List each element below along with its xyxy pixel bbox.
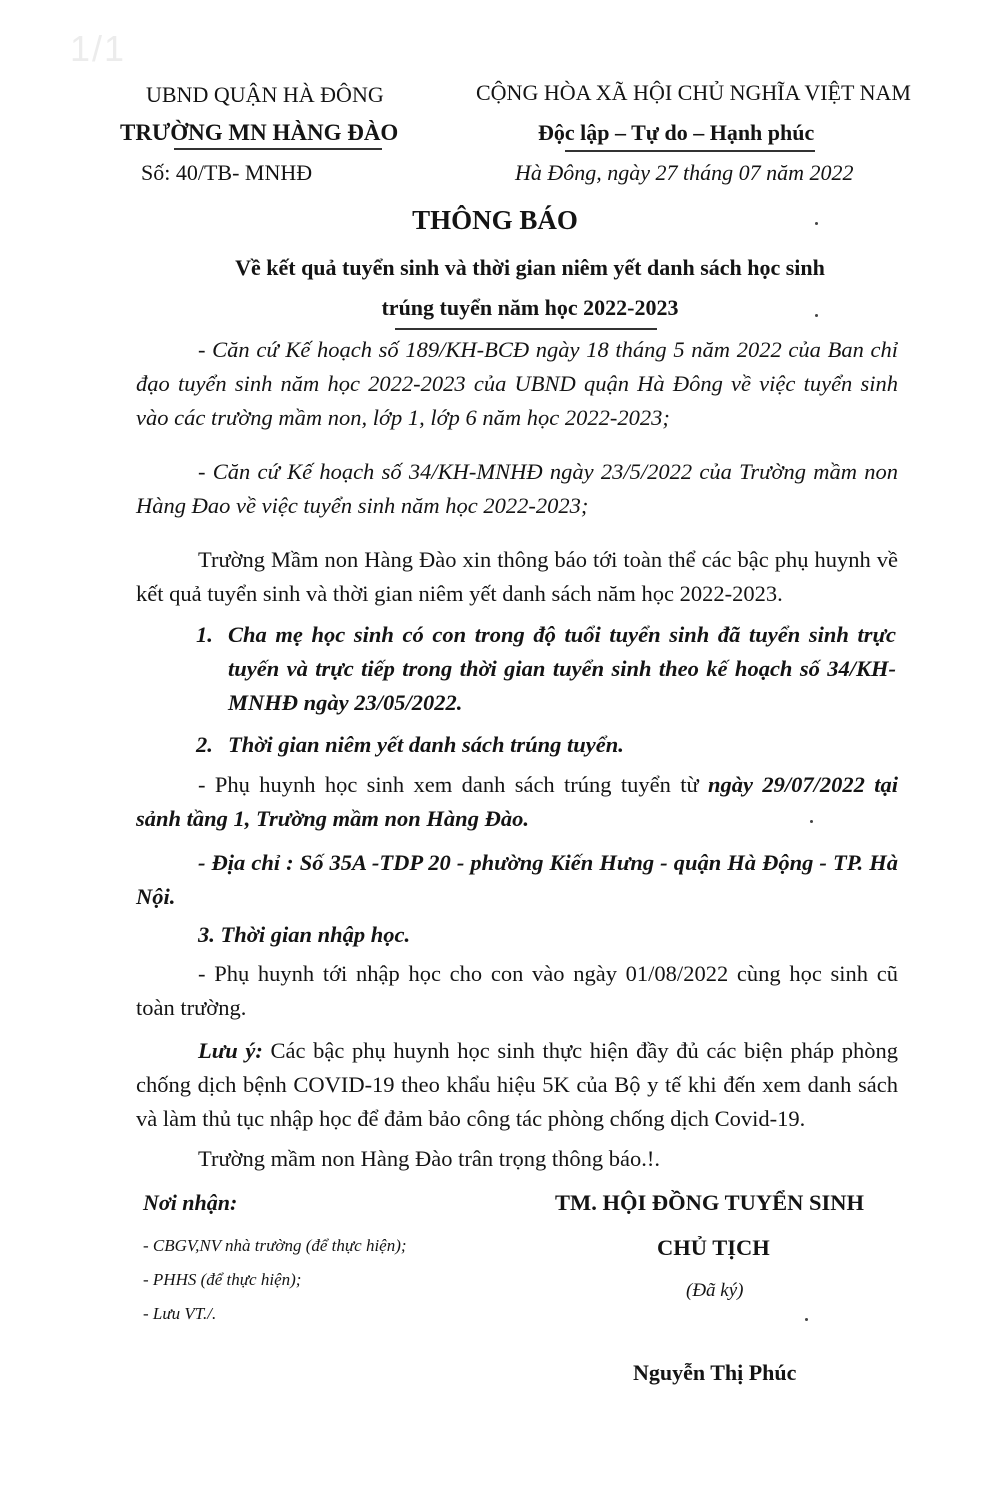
title-underline (395, 328, 657, 330)
enrollment-heading: 3. Thời gian nhập học. (198, 922, 411, 947)
viewing-schedule-text: - Phụ huynh học sinh xem danh sách trúng tuyển từ (198, 772, 709, 797)
list-item-number: 1. (196, 622, 213, 647)
signer-title: CHỦ TỊCH (657, 1235, 770, 1260)
list-item-2 (196, 728, 896, 762)
list-item-number: 2. (196, 732, 213, 757)
school-address: - Địa chỉ : Số 35A -TDP 20 - phường Kiến Hưng - quận Hà Động - TP. Hà Nội. (136, 850, 898, 909)
viewing-schedule-emphasis: ngày 29/07/2022 tại sảnh tầng 1, Trường mầm non Hàng Đào. (136, 772, 898, 831)
scan-speck (805, 1318, 808, 1321)
recipient-item: - Lưu VT./. (143, 1304, 217, 1323)
closing-statement: Trường mầm non Hàng Đào trân trọng thông báo.!. (198, 1146, 660, 1171)
enrollment-detail: - Phụ huynh tới nhập học cho con vào ngày 01/08/2022 cùng học sinh cũ toàn trường. (136, 961, 898, 1020)
national-motto: Độc lập – Tự do – Hạnh phúc (538, 120, 815, 145)
issuing-authority: UBND QUẬN HÀ ĐÔNG (146, 82, 384, 107)
legal-basis-1: - Căn cứ Kế hoạch số 189/KH-BCĐ ngày 18 tháng 5 năm 2022 của Ban chỉ đạo tuyển sinh năm học 2022-2023 của UBND quận Hà Đông về việc tuyển sinh vào các trường mầm non, lớp 1, lớp 6 năm học 2022-2023; (136, 337, 898, 430)
legal-basis-2: - Căn cứ Kế hoạch số 34/KH-MNHĐ ngày 23/5/2022 của Trường mầm non Hàng Đao về việc tuyển sinh năm học 2022-2023; (136, 459, 898, 518)
document-subtitle-line2: trúng tuyển năm học 2022-2023 (381, 295, 679, 320)
viewing-schedule (136, 768, 898, 836)
page-indicator: 1/1 (70, 28, 127, 69)
scan-speck (810, 820, 813, 823)
nation-title: CỘNG HÒA XÃ HỘI CHỦ NGHĨA VIỆT NAM (476, 80, 911, 105)
document-title: THÔNG BÁO (412, 205, 578, 235)
signer-name: Nguyễn Thị Phúc (633, 1360, 797, 1385)
scan-speck (815, 222, 818, 225)
list-item-text: Cha mẹ học sinh có con trong độ tuổi tuyển sinh đã tuyển sinh trực tuyến và trực tiếp trong thời gian tuyển sinh theo kế hoạch số 34/KH-MNHĐ ngày 23/05/2022. (228, 622, 896, 715)
list-item-1 (196, 618, 896, 720)
signer-organization: TM. HỘI ĐỒNG TUYỂN SINH (555, 1190, 865, 1215)
note-label: Lưu ý: (198, 1038, 263, 1063)
school-underline (174, 148, 382, 150)
school-name: TRƯỜNG MN HÀNG ĐÀO (120, 120, 399, 145)
recipient-item: - CBGV,NV nhà trường (để thực hiện); (143, 1236, 407, 1255)
document-number: Số: 40/TB- MNHĐ (141, 160, 313, 185)
recipients-title: Nơi nhận: (143, 1190, 238, 1215)
motto-underline (565, 150, 815, 152)
list-item-text: Thời gian niêm yết danh sách trúng tuyển. (228, 732, 624, 757)
document-subtitle-line1: Về kết quả tuyển sinh và thời gian niêm yết danh sách học sinh (235, 255, 825, 280)
place-date: Hà Đông, ngày 27 tháng 07 năm 2022 (515, 160, 854, 185)
intro-paragraph: Trường Mầm non Hàng Đào xin thông báo tới toàn thể các bậc phụ huynh về kết quả tuyển sinh và thời gian niêm yết danh sách năm học 2022-2023. (136, 547, 898, 606)
note-paragraph (136, 1034, 898, 1136)
recipient-item: - PHHS (để thực hiện); (143, 1270, 302, 1289)
signed-note: (Đã ký) (686, 1280, 744, 1301)
scan-speck (815, 314, 818, 317)
note-text: Các bậc phụ huynh học sinh thực hiện đầy đủ các biện pháp phòng chống dịch bệnh COVID-19 theo khẩu hiệu 5K của Bộ y tế khi đến xem danh sách và làm thủ tục nhập học để đảm bảo công tác phòng chống dịch Covid-19. (136, 1038, 899, 1131)
